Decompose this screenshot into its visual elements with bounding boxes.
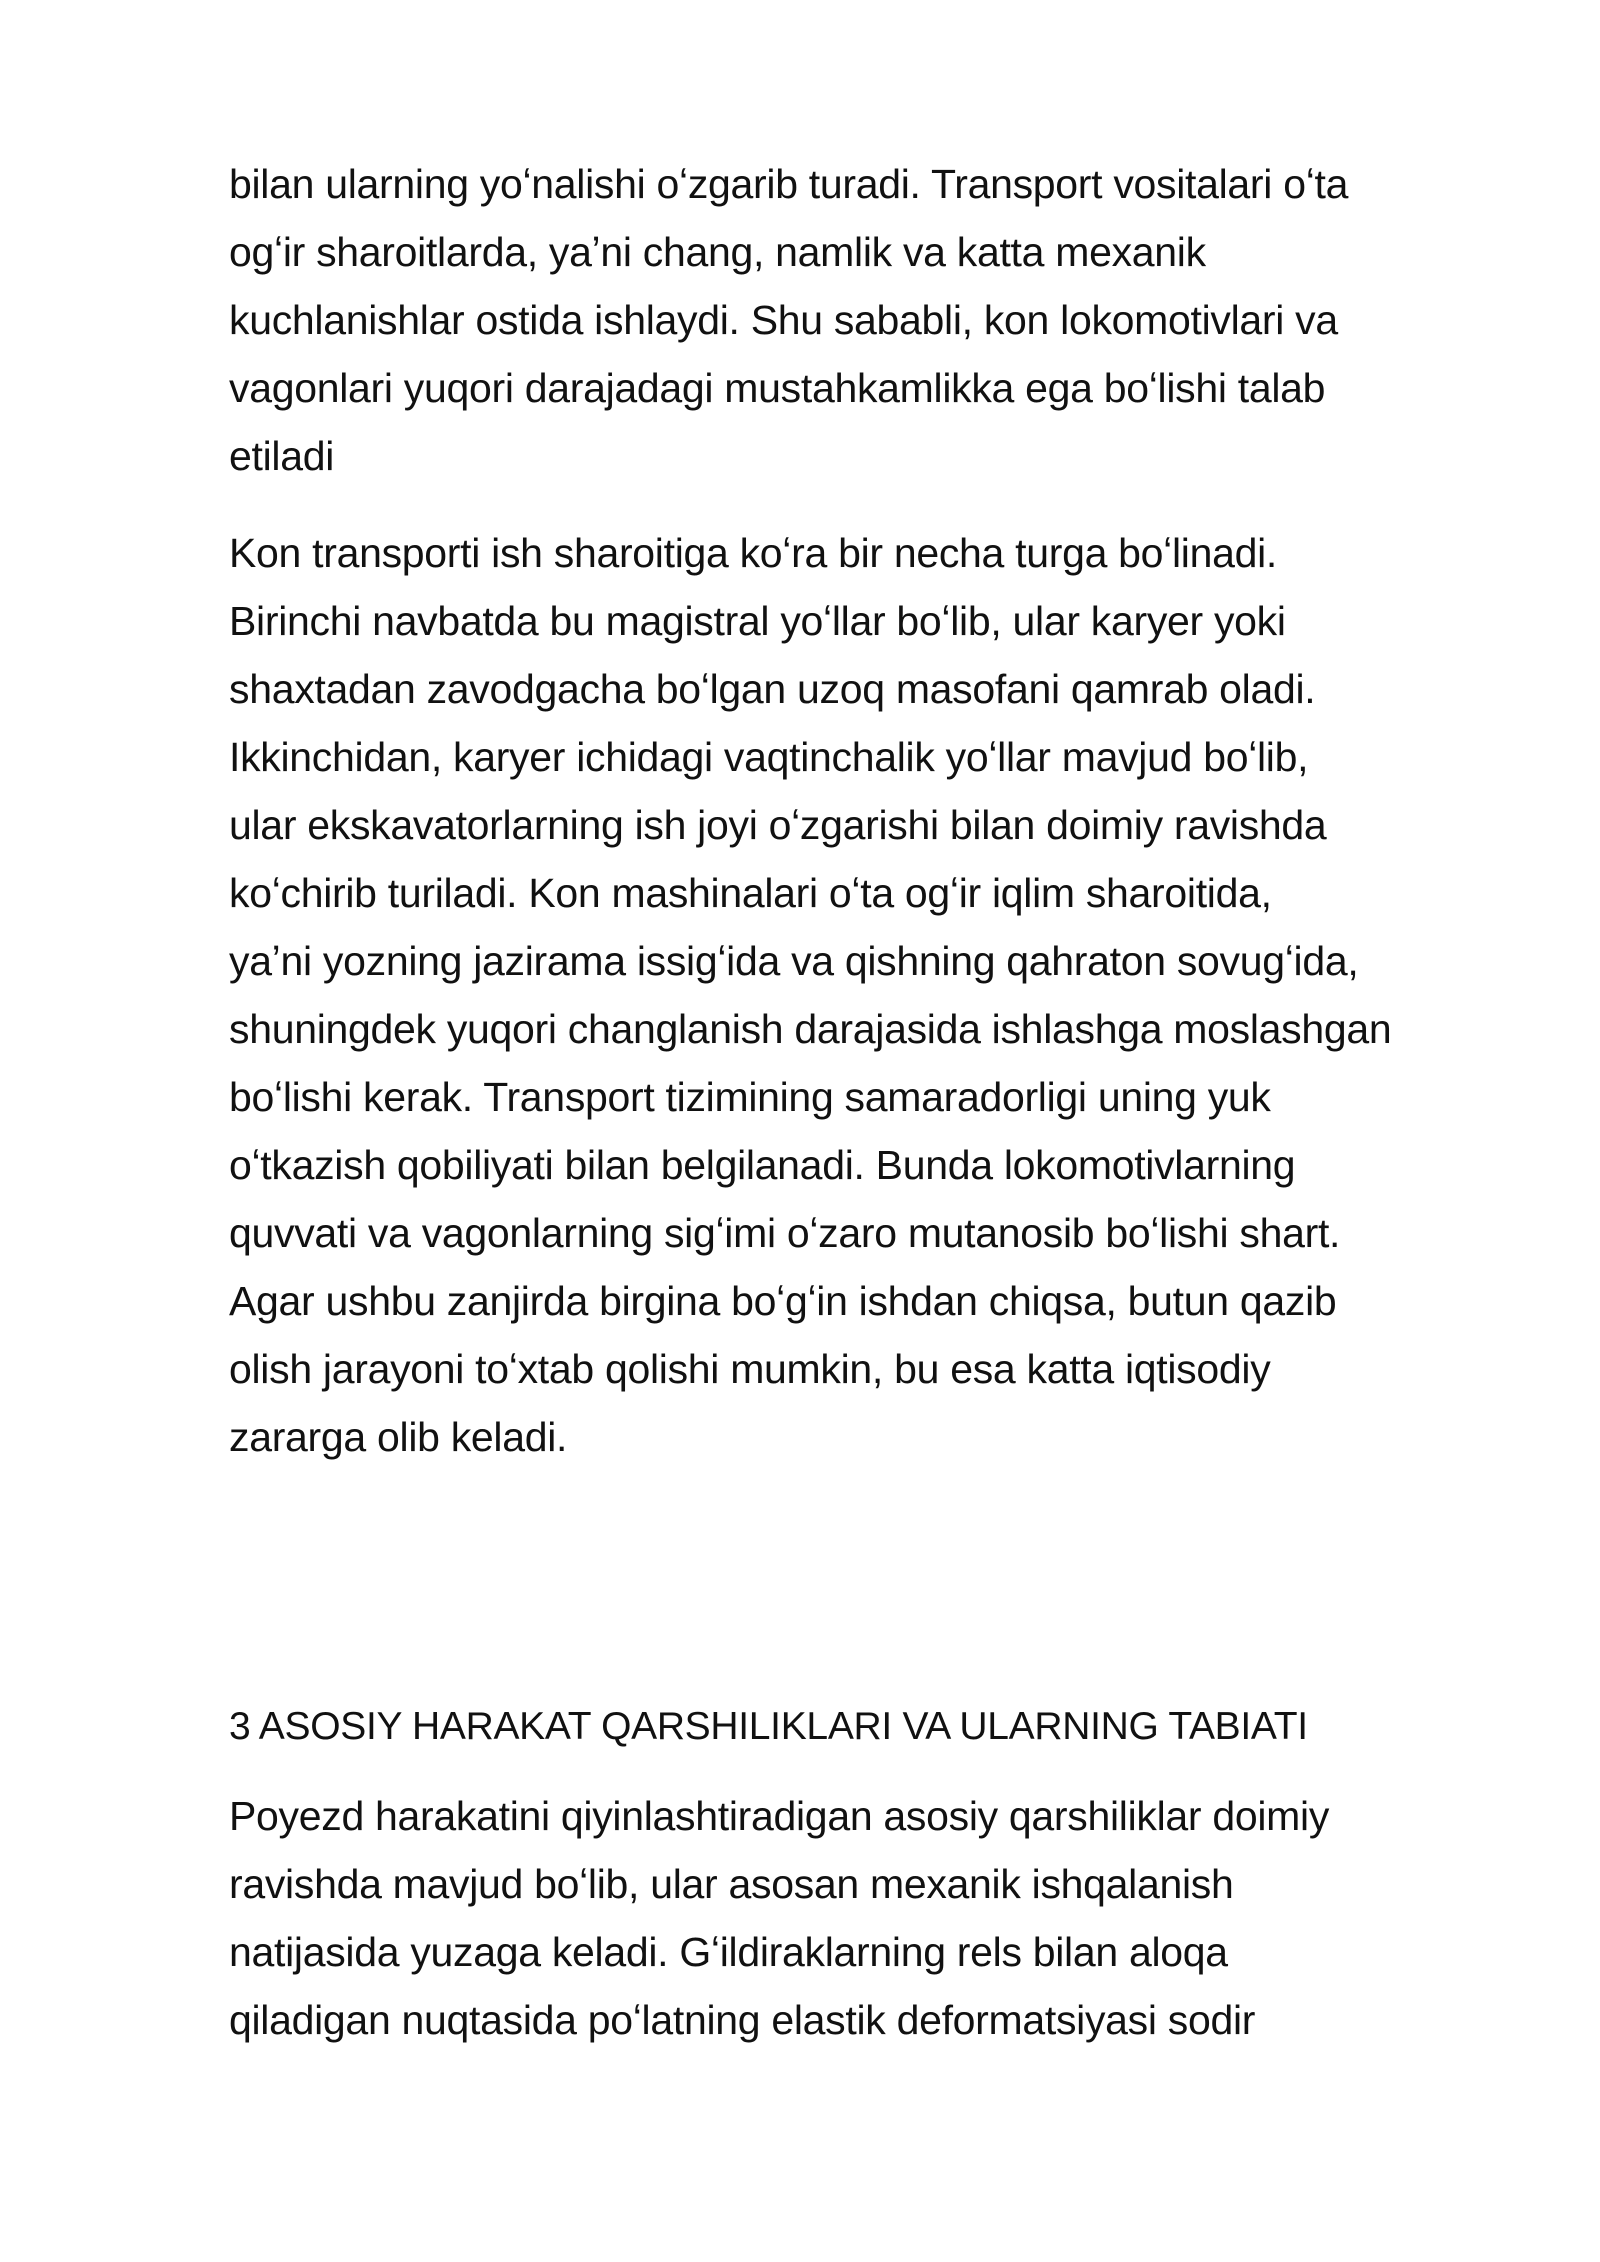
text-line: ogʻir sharoitlarda, yaʼni chang, namlik va katta mexanik: [229, 229, 1206, 275]
section-heading-text: 3 ASOSIY HARAKAT QARSHILIKLARI VA ULARNING TABIATI: [229, 1705, 1308, 1748]
text-line: shaxtadan zavodgacha boʻlgan uzoq masofani qamrab oladi.: [229, 666, 1316, 712]
text-line: qiladigan nuqtasida poʻlatning elastik deformatsiyasi sodir: [229, 1997, 1256, 2043]
text-line: yaʼni yozning jazirama issigʻida va qishning qahraton sovugʻida,: [229, 938, 1359, 984]
text-line: shuningdek yuqori changlanish darajasida ishlashga moslashgan: [229, 1006, 1392, 1052]
text-line: zararga olib keladi.: [229, 1414, 568, 1460]
paragraph-2: [229, 519, 1529, 1471]
text-line: ular ekskavatorlarning ish joyi oʻzgarishi bilan doimiy ravishda: [229, 802, 1327, 848]
text-line: boʻlishi kerak. Transport tizimining samaradorligi uning yuk: [229, 1074, 1271, 1120]
text-line: bilan ularning yoʻnalishi oʻzgarib turadi. Transport vositalari oʻta: [229, 161, 1349, 207]
text-line: Birinchi navbatda bu magistral yoʻllar boʻlib, ular karyer yoki: [229, 598, 1286, 644]
text-line: quvvati va vagonlarning sigʻimi oʻzaro mutanosib boʻlishi shart.: [229, 1210, 1341, 1256]
text-line: olish jarayoni toʻxtab qolishi mumkin, bu esa katta iqtisodiy: [229, 1346, 1271, 1392]
text-line: vagonlari yuqori darajadagi mustahkamlikka ega boʻlishi talab: [229, 365, 1326, 411]
text-line: Poyezd harakatini qiyinlashtiradigan asosiy qarshiliklar doimiy: [229, 1793, 1330, 1839]
paragraph-3: [229, 1782, 1529, 2054]
text-line: ravishda mavjud boʻlib, ular asosan mexanik ishqalanish: [229, 1861, 1234, 1907]
text-line: natijasida yuzaga keladi. Gʻildiraklarning rels bilan aloqa: [229, 1929, 1228, 1975]
text-line: kuchlanishlar ostida ishlaydi. Shu sababli, kon lokomotivlari va: [229, 297, 1338, 343]
text-line: oʻtkazish qobiliyati bilan belgilanadi. Bunda lokomotivlarning: [229, 1142, 1296, 1188]
text-line: etiladi: [229, 433, 335, 479]
paragraph-1: [229, 150, 1529, 490]
text-line: Kon transporti ish sharoitiga koʻra bir necha turga boʻlinadi.: [229, 530, 1278, 576]
text-line: koʻchirib turiladi. Kon mashinalari oʻta ogʻir iqlim sharoitida,: [229, 870, 1272, 916]
text-line: Ikkinchidan, karyer ichidagi vaqtinchalik yoʻllar mavjud boʻlib,: [229, 734, 1309, 780]
text-line: Agar ushbu zanjirda birgina boʻgʻin ishdan chiqsa, butun qazib: [229, 1278, 1337, 1324]
section-heading: [229, 1693, 1529, 1761]
